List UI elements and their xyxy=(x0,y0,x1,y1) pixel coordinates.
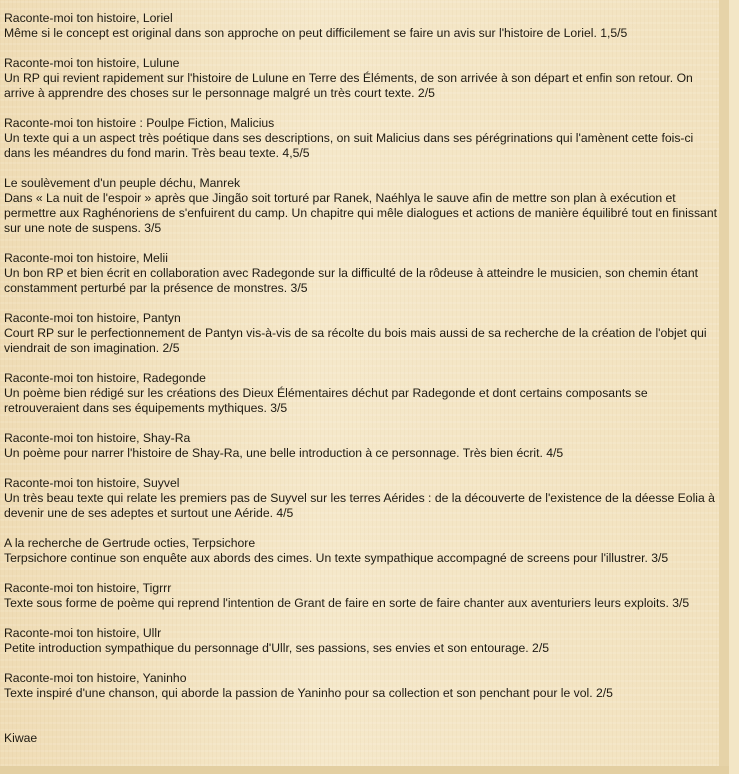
review-text: Un bon RP et bien écrit en collaboration avec Radegonde sur la difficulté de la rôdeuse à atteindre le musicien, son chemin étant constamment perturbé par la présence de monstres. 3/5 xyxy=(4,266,698,295)
review-title: Raconte-moi ton histoire, Melii xyxy=(4,251,168,265)
review-entry xyxy=(4,671,719,701)
review-title: Raconte-moi ton histoire, Tigrrr xyxy=(4,581,172,595)
review-title: A la recherche de Gertrude octies, Terpsichore xyxy=(4,536,256,550)
review-text: Court RP sur le perfectionnement de Pantyn vis-à-vis de sa récolte du bois mais aussi de sa recherche de la création de l'objet qui viendrait de son imagination. 2/5 xyxy=(4,326,707,355)
review-entry xyxy=(4,116,719,161)
review-text: Même si le concept est original dans son approche on peut difficilement se faire un avis sur l'histoire de Loriel. 1,5/5 xyxy=(4,26,628,40)
review-entry xyxy=(4,431,719,461)
review-entry xyxy=(4,371,719,416)
review-text: Terpsichore continue son enquête aux abords des cimes. Un texte sympathique accompagné de screens pour l'illustrer. 3/5 xyxy=(4,551,669,565)
review-text: Un très beau texte qui relate les premiers pas de Suyvel sur les terres Aérides : de la découverte de l'existence de la déesse Eolia à devenir une de ses adeptes et surtout une Aéride. 4/5 xyxy=(4,491,715,520)
review-text: Petite introduction sympathique du personnage d'Ullr, ses passions, ses envies et son entourage. 2/5 xyxy=(4,641,550,655)
review-entry xyxy=(4,11,719,41)
review-title: Raconte-moi ton histoire, Pantyn xyxy=(4,311,181,325)
review-text: Texte inspiré d'une chanson, qui aborde la passion de Yaninho pour sa collection et son penchant pour le vol. 2/5 xyxy=(4,686,613,700)
review-title: Raconte-moi ton histoire, Radegonde xyxy=(4,371,206,385)
review-title: Raconte-moi ton histoire, Suyvel xyxy=(4,476,180,490)
review-title: Raconte-moi ton histoire, Shay-Ra xyxy=(4,431,191,445)
review-entry xyxy=(4,311,719,356)
review-text: Un RP qui revient rapidement sur l'histoire de Lulune en Terre des Éléments, de son arrivée à son départ et enfin son retour. On arrive à apprendre des choses sur le personnage malgré un très court texte. 2/5 xyxy=(4,71,693,100)
review-text: Dans « La nuit de l'espoir » après que Jingão soit torturé par Ranek, Naéhlya le sauve afin de mettre son plan à exécution et permettre aux Raghénoriens de s'enfuirent du camp. Un chapitre qui mêle dialogues et actions de manière équilibré tout en finissant sur une note de suspens. 3/5 xyxy=(4,191,718,235)
review-entry xyxy=(4,251,719,296)
review-entry xyxy=(4,56,719,101)
review-title: Raconte-moi ton histoire, Yaninho xyxy=(4,671,187,685)
review-text: Texte sous forme de poème qui reprend l'intention de Grant de faire en sorte de faire chanter aux aventuriers leurs exploits. 3/5 xyxy=(4,596,690,610)
bottom-border xyxy=(0,766,729,774)
review-entry xyxy=(4,626,719,656)
review-title: Raconte-moi ton histoire, Ullr xyxy=(4,626,162,640)
review-title: Le soulèvement d'un peuple déchu, Manrek xyxy=(4,176,241,190)
review-entry xyxy=(4,176,719,236)
review-entry xyxy=(4,536,719,566)
review-text: Un poème pour narrer l'histoire de Shay-Ra, une belle introduction à ce personnage. Très bien écrit. 4/5 xyxy=(4,446,564,460)
review-entry xyxy=(4,476,719,521)
review-entry xyxy=(4,581,719,611)
review-title: Raconte-moi ton histoire, Loriel xyxy=(4,11,173,25)
review-title: Raconte-moi ton histoire, Lulune xyxy=(4,56,180,70)
review-title: Raconte-moi ton histoire : Poulpe Fiction, Malicius xyxy=(4,116,275,130)
review-text: Un poème bien rédigé sur les créations des Dieux Élémentaires déchut par Radegonde et dont certains composants se retrouveraient dans ses équipements mythiques. 3/5 xyxy=(4,386,648,415)
post-signature: Kiwae xyxy=(4,731,38,745)
review-text: Un texte qui a un aspect très poétique dans ses descriptions, on suit Malicius dans ses pérégrinations qui l'amènent cette fois-ci dans les méandres du fond marin. Très beau texte. 4,5/5 xyxy=(4,131,694,160)
